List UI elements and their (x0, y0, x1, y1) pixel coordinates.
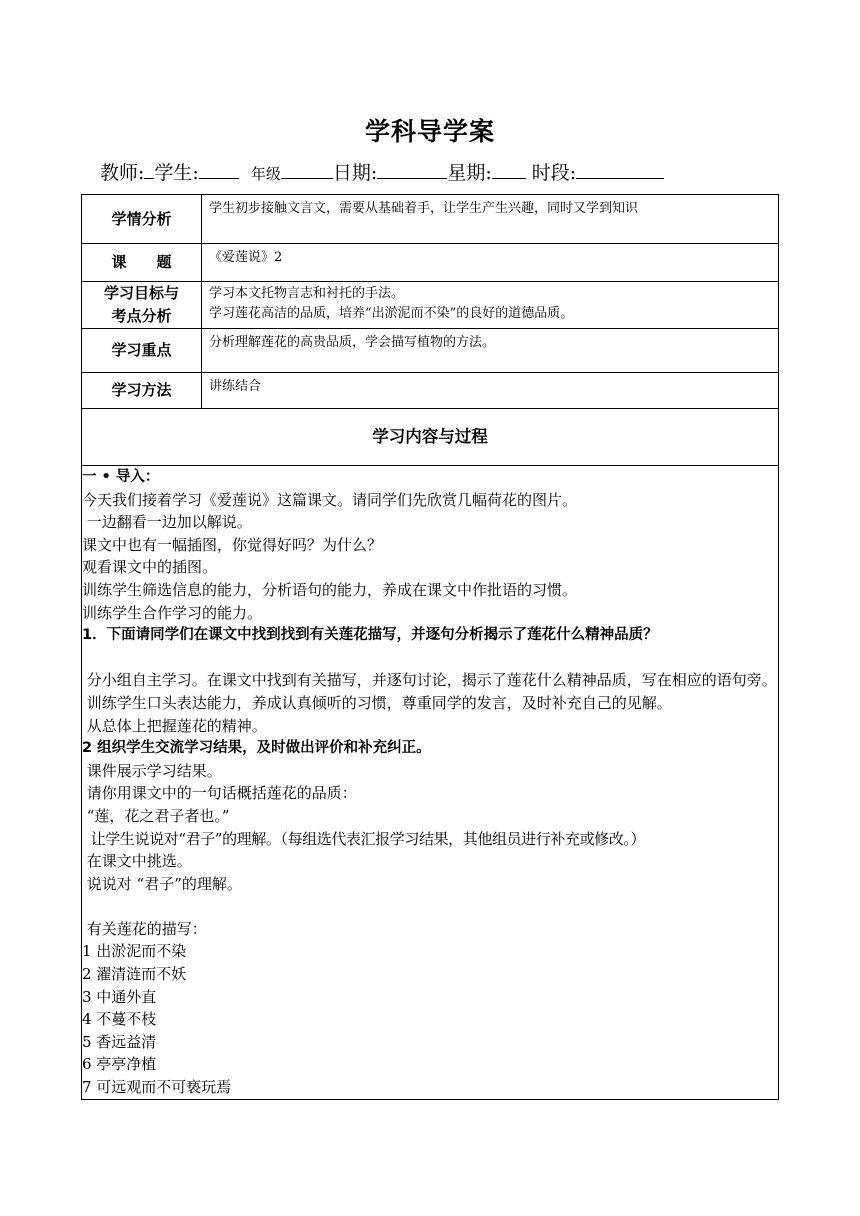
row-label: 学情分析 (82, 195, 202, 244)
section-title: 学习内容与过程 (82, 409, 779, 466)
content-line: 训练学生筛选信息的能力，分析语句的能力，养成在课文中作批语的习惯。 (82, 580, 578, 599)
content-line: 1．下面请同学们在课文中找到找到有关莲花描写，并逐句分析揭示了莲花什么精神品质？ (82, 627, 658, 644)
period-blank[interactable] (576, 160, 664, 179)
grade-label: 年级 (250, 165, 281, 183)
student-label: 学生: (154, 162, 199, 184)
content-line: 请你用课文中的一句话概括莲花的品质： (82, 784, 357, 803)
content-line: 今天我们接着学习《爱莲说》这篇课文。请同学们先欣赏几幅荷花的图片。 (82, 490, 578, 509)
content-body (82, 466, 779, 1100)
info-line (100, 158, 664, 185)
content-line: 在课文中挑选。 (82, 852, 192, 871)
content-line: 7 可远观而不可亵玩焉 (82, 1078, 232, 1097)
row-value: 学生初步接触文言文，需要从基础着手，让学生产生兴趣，同时又学到知识 (202, 195, 779, 244)
content-line: 让学生说说对“君子”的理解。（每组选代表汇报学习结果，其他组员进行补充或修改。） (82, 829, 646, 848)
content-line: 课件展示学习结果。 (82, 761, 222, 780)
content-line: 分小组自主学习。在课文中找到有关描写，并逐句讨论，揭示了莲花什么精神品质，写在相应的语句旁。 (82, 671, 777, 690)
content-line: 6 亭亭净植 (82, 1055, 157, 1074)
content-line: 2 组织学生交流学习结果，及时做出评价和补充纠正。 (82, 740, 431, 757)
content-line: 5 香远益清 (82, 1032, 157, 1051)
student-blank[interactable] (199, 160, 239, 179)
date-blank[interactable] (377, 160, 447, 179)
content-line: 训练学生合作学习的能力。 (82, 603, 263, 622)
content-line: 从总体上把握莲花的精神。 (82, 716, 267, 735)
content-line (82, 895, 778, 918)
weekday-label: 星期: (447, 162, 492, 184)
content-line: 2 濯清涟而不妖 (82, 965, 187, 984)
content-line: 一边翻看一边加以解说。 (82, 513, 252, 532)
content-line: 1 出淤泥而不染 (82, 942, 187, 961)
row-label: 学习重点 (82, 329, 202, 373)
teacher-label: 教师: (100, 162, 145, 184)
weekday-blank[interactable] (492, 160, 526, 179)
lesson-plan-table (81, 194, 779, 1100)
content-line: 一 • 导入： (82, 469, 160, 485)
row-label: 学习目标与 考点分析 (82, 282, 202, 329)
table-row (82, 195, 779, 244)
content-line: 观看课文中的插图。 (82, 558, 218, 577)
table-row (82, 244, 779, 282)
table-row (82, 409, 779, 466)
content-line (82, 647, 778, 670)
period-label: 时段: (531, 162, 577, 184)
page-title: 学科导学案 (364, 117, 495, 146)
grade-blank[interactable] (281, 160, 333, 179)
table-row (82, 373, 779, 409)
content-line: “莲，花之君子者也。” (82, 806, 230, 825)
date-label: 日期: (332, 162, 378, 184)
row-value: 分析理解莲花的高贵品质，学会描写植物的方法。 (202, 329, 779, 373)
content-line: 说说对 “君子”的理解。 (82, 874, 242, 893)
content-line: 3 中通外直 (82, 987, 157, 1006)
teacher-blank[interactable] (144, 160, 154, 179)
table-row (82, 466, 779, 1100)
row-value: 讲练结合 (202, 373, 779, 409)
content-line: 有关莲花的描写： (82, 919, 207, 938)
content-line: 训练学生口头表达能力，养成认真倾听的习惯，尊重同学的发言，及时补充自己的见解。 (82, 693, 672, 712)
content-line: 4 不蔓不枝 (82, 1010, 157, 1029)
table-row (82, 329, 779, 373)
row-label: 课 题 (82, 244, 202, 282)
row-value: 《爱莲说》2 (202, 244, 779, 282)
row-label: 学习方法 (82, 373, 202, 409)
table-row (82, 282, 779, 329)
row-value: 学习本文托物言志和衬托的手法。 学习莲花高洁的品质，培养“出淤泥而不染”的良好的道德品质。 (202, 282, 779, 329)
content-line: 课文中也有一幅插图，你觉得好吗？为什么？ (82, 535, 383, 554)
